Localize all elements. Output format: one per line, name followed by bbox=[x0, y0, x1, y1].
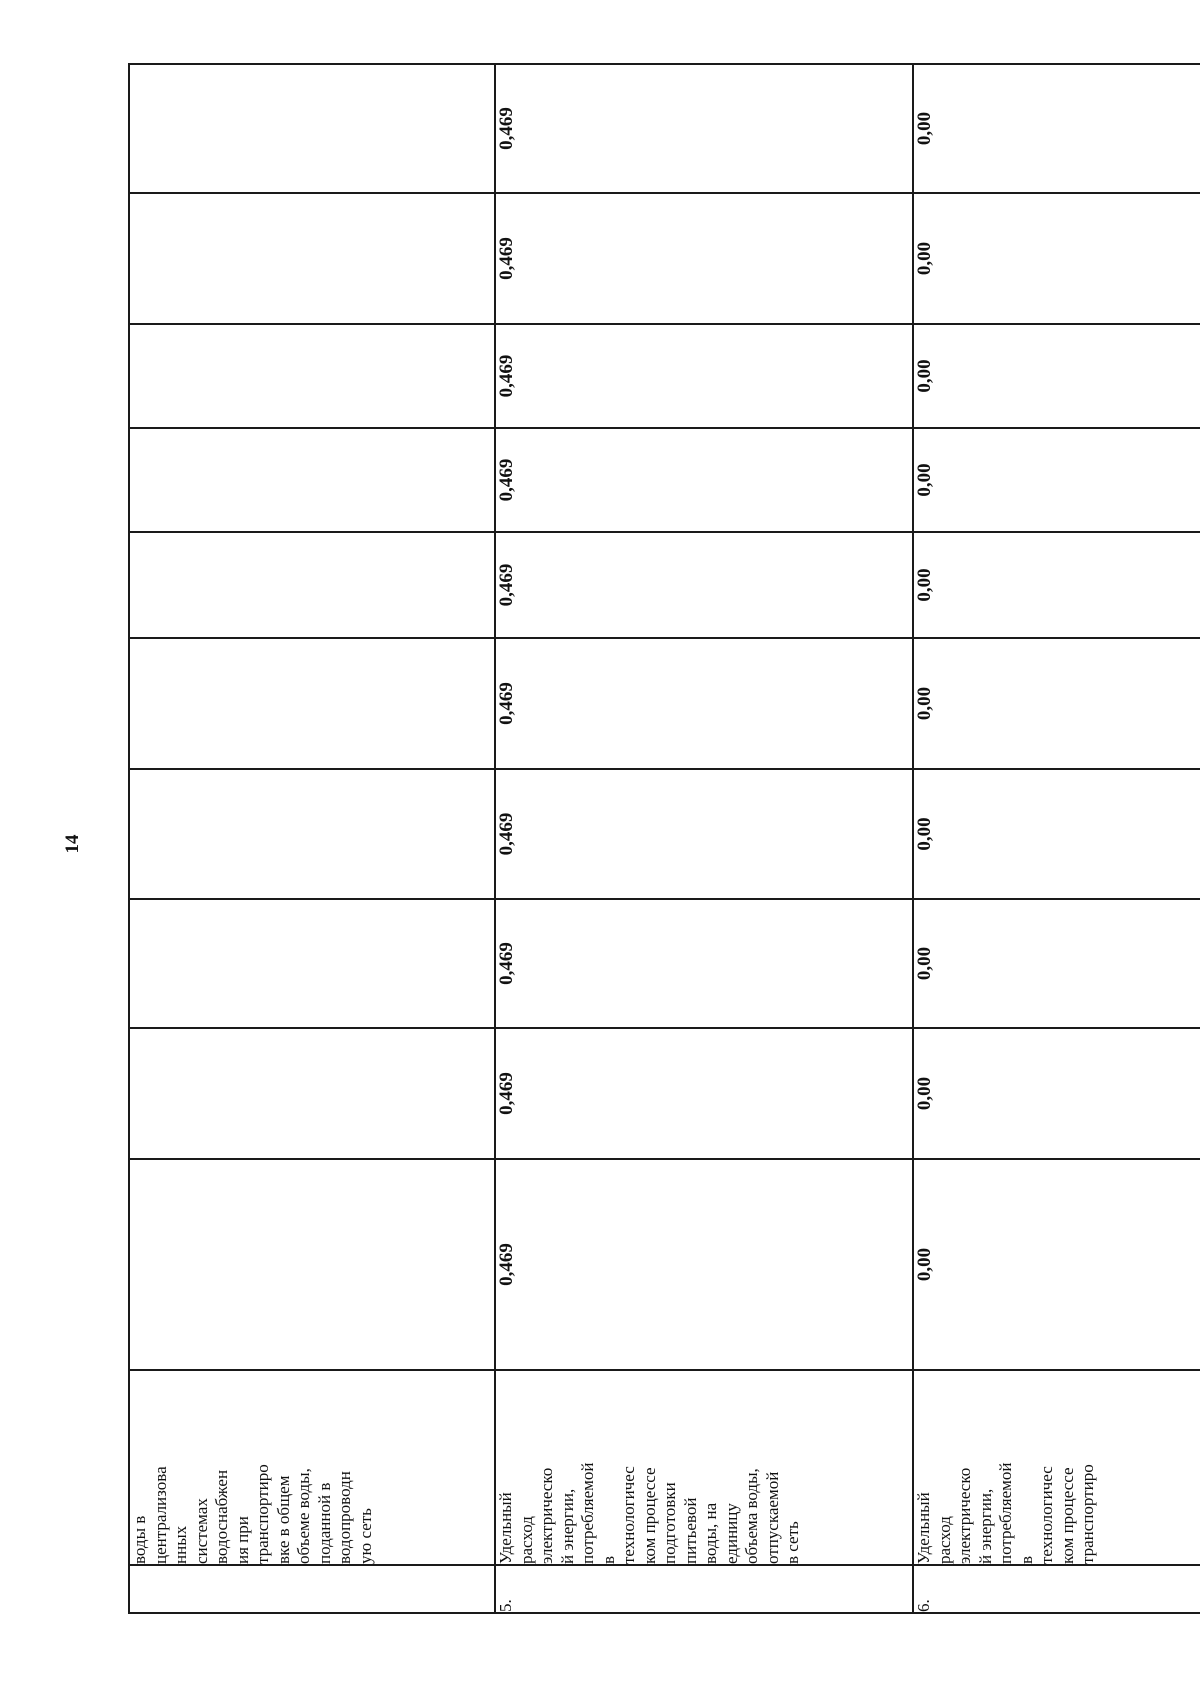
value-cell: 0,00 bbox=[913, 324, 1200, 428]
page-number: 14 bbox=[62, 834, 83, 854]
value-cell bbox=[129, 64, 495, 193]
value-cell bbox=[129, 638, 495, 769]
value-cell: 0,469 bbox=[495, 428, 913, 532]
value-cell bbox=[129, 324, 495, 428]
value-cell bbox=[129, 193, 495, 324]
value-cell: 0,469 bbox=[495, 532, 913, 638]
value-cell: 0,469 bbox=[495, 899, 913, 1028]
value-cell bbox=[129, 769, 495, 899]
table-row bbox=[913, 64, 1200, 1613]
indicator-description: Удельный расход электрическо й энергии, потребляемой в технологичес ком процессе подготовки питьевой воды, на единицу объема воды, отпускаемой в сеть bbox=[495, 1370, 913, 1565]
row-number bbox=[129, 1565, 495, 1613]
indicator-description: воды в централизова нных системах водоснабжен ия при транспортиро вке в общем объеме воды, поданной в водопроводн ую сеть bbox=[129, 1370, 495, 1565]
value-cell bbox=[129, 899, 495, 1028]
data-table bbox=[128, 63, 1200, 1614]
value-cell: 0,00 bbox=[913, 193, 1200, 324]
value-cell: 0,00 bbox=[913, 532, 1200, 638]
indicator-description: Удельный расход электрическо й энергии, потребляемой в технологичес ком процессе транспортиро bbox=[913, 1370, 1200, 1565]
value-cell: 0,469 bbox=[495, 193, 913, 324]
value-cell bbox=[129, 428, 495, 532]
value-cell: 0,00 bbox=[913, 899, 1200, 1028]
value-cell: 0,469 bbox=[495, 769, 913, 899]
value-cell: 0,00 bbox=[913, 769, 1200, 899]
value-cell: 0,469 bbox=[495, 324, 913, 428]
value-cell: 0,469 bbox=[495, 638, 913, 769]
value-cell: 0,00 bbox=[913, 428, 1200, 532]
value-cell: 0,00 bbox=[913, 1159, 1200, 1370]
value-cell: 0,00 bbox=[913, 64, 1200, 193]
row-number: 5. bbox=[495, 1565, 913, 1613]
table-row bbox=[495, 64, 913, 1613]
value-cell bbox=[129, 1028, 495, 1159]
row-number: 6. bbox=[913, 1565, 1200, 1613]
value-cell: 0,469 bbox=[495, 64, 913, 193]
value-cell bbox=[129, 1159, 495, 1370]
table-row bbox=[129, 64, 495, 1613]
value-cell: 0,469 bbox=[495, 1159, 913, 1370]
value-cell: 0,469 bbox=[495, 1028, 913, 1159]
value-cell: 0,00 bbox=[913, 1028, 1200, 1159]
value-cell bbox=[129, 532, 495, 638]
value-cell: 0,00 bbox=[913, 638, 1200, 769]
